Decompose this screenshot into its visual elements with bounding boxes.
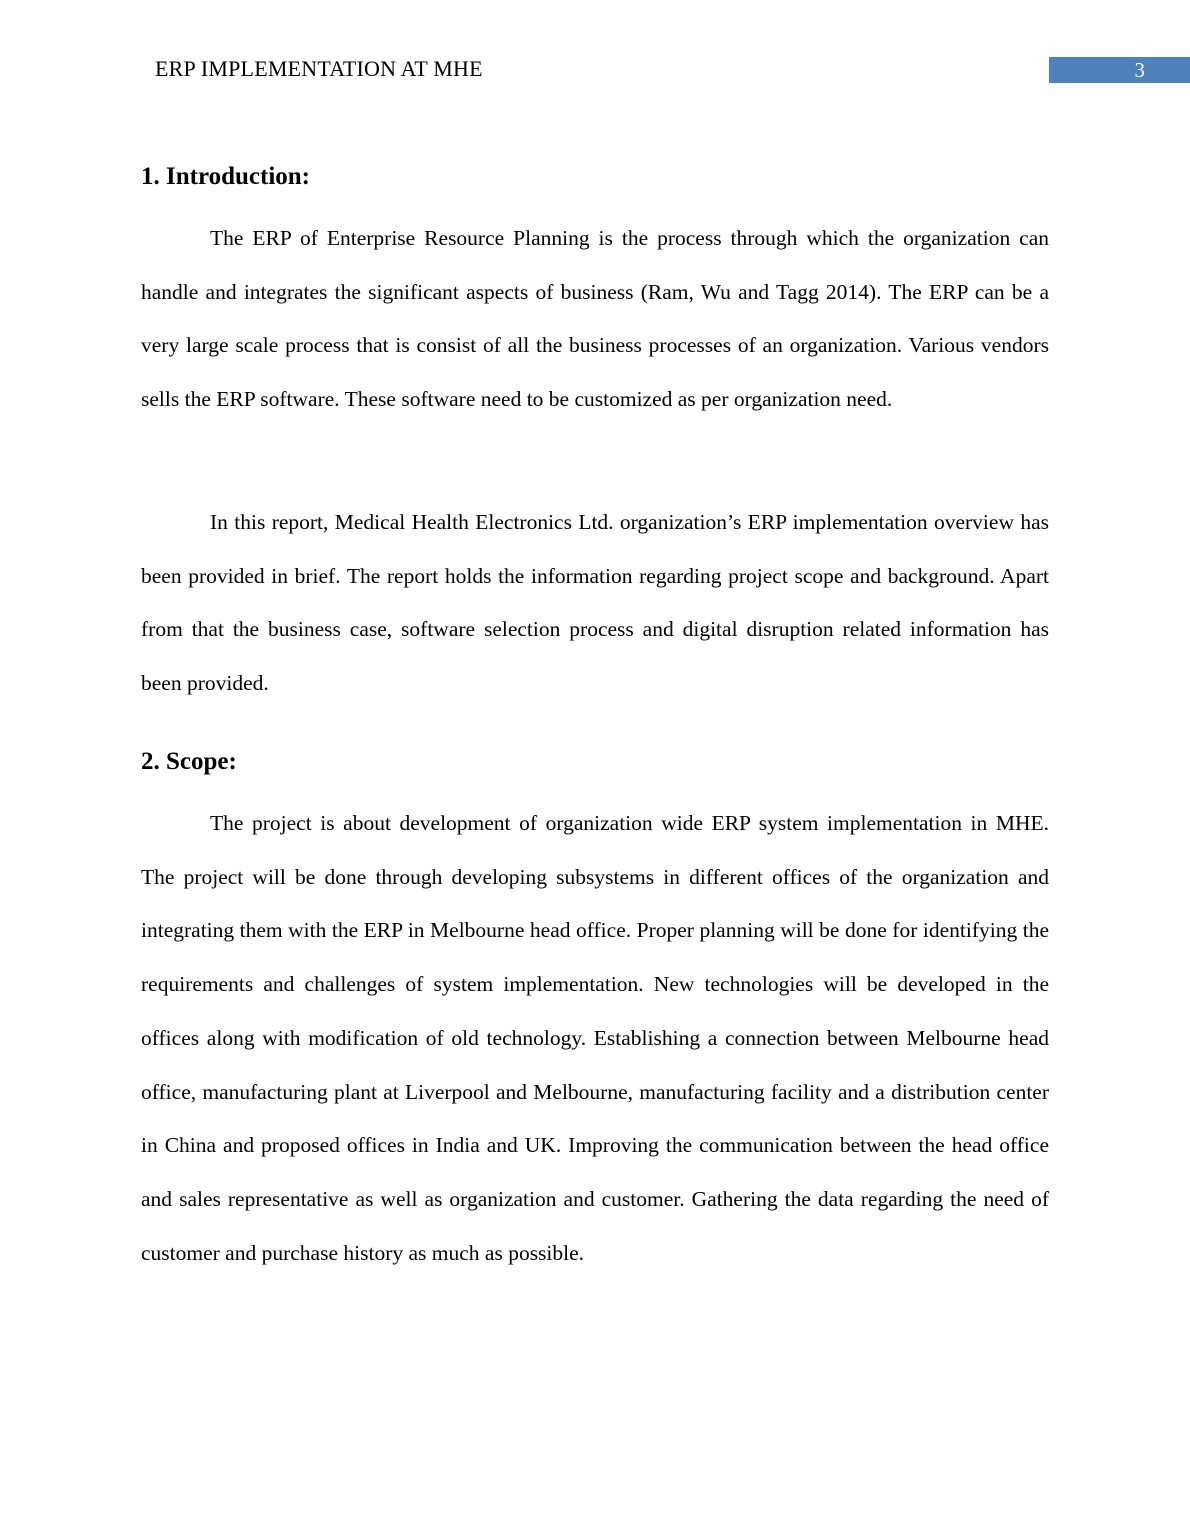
introduction-paragraph-2: In this report, Medical Health Electronics Ltd. organization’s ERP implementation overview has been provided in brief. The report holds the information regarding project scope and background. Apart from that the business case, software selection process and digital disruption related information has been provided. bbox=[141, 510, 1049, 696]
introduction-paragraph-1: The ERP of Enterprise Resource Planning is the process through which the organization can handle and integrates the significant aspects of business (Ram, Wu and Tagg 2014). The ERP can be a very large scale process that is consist of all the business processes of an organization. Various vendors sells the ERP software. These software need to be customized as per organization need. bbox=[141, 226, 1049, 412]
scope-paragraph-1: The project is about development of organization wide ERP system implementation in MHE. The project will be done through developing subsystems in different offices of the organization and integrating them with the ERP in Melbourne head office. Proper planning will be done for identifying the requirements and challenges of system implementation. New technologies will be developed in the offices along with modification of old technology. Establishing a connection between Melbourne head office, manufacturing plant at Liverpool and Melbourne, manufacturing facility and a distribution center in China and proposed offices in India and UK. Improving the communication between the head office and sales representative as well as organization and customer. Gathering the data regarding the need of customer and purchase history as much as possible. bbox=[141, 811, 1049, 1265]
section-heading-scope: 2. Scope: bbox=[141, 748, 237, 775]
section-heading-introduction: 1. Introduction: bbox=[141, 163, 311, 190]
page-number: 3 bbox=[1049, 57, 1190, 83]
running-head-title: ERP IMPLEMENTATION AT MHE bbox=[155, 56, 483, 81]
